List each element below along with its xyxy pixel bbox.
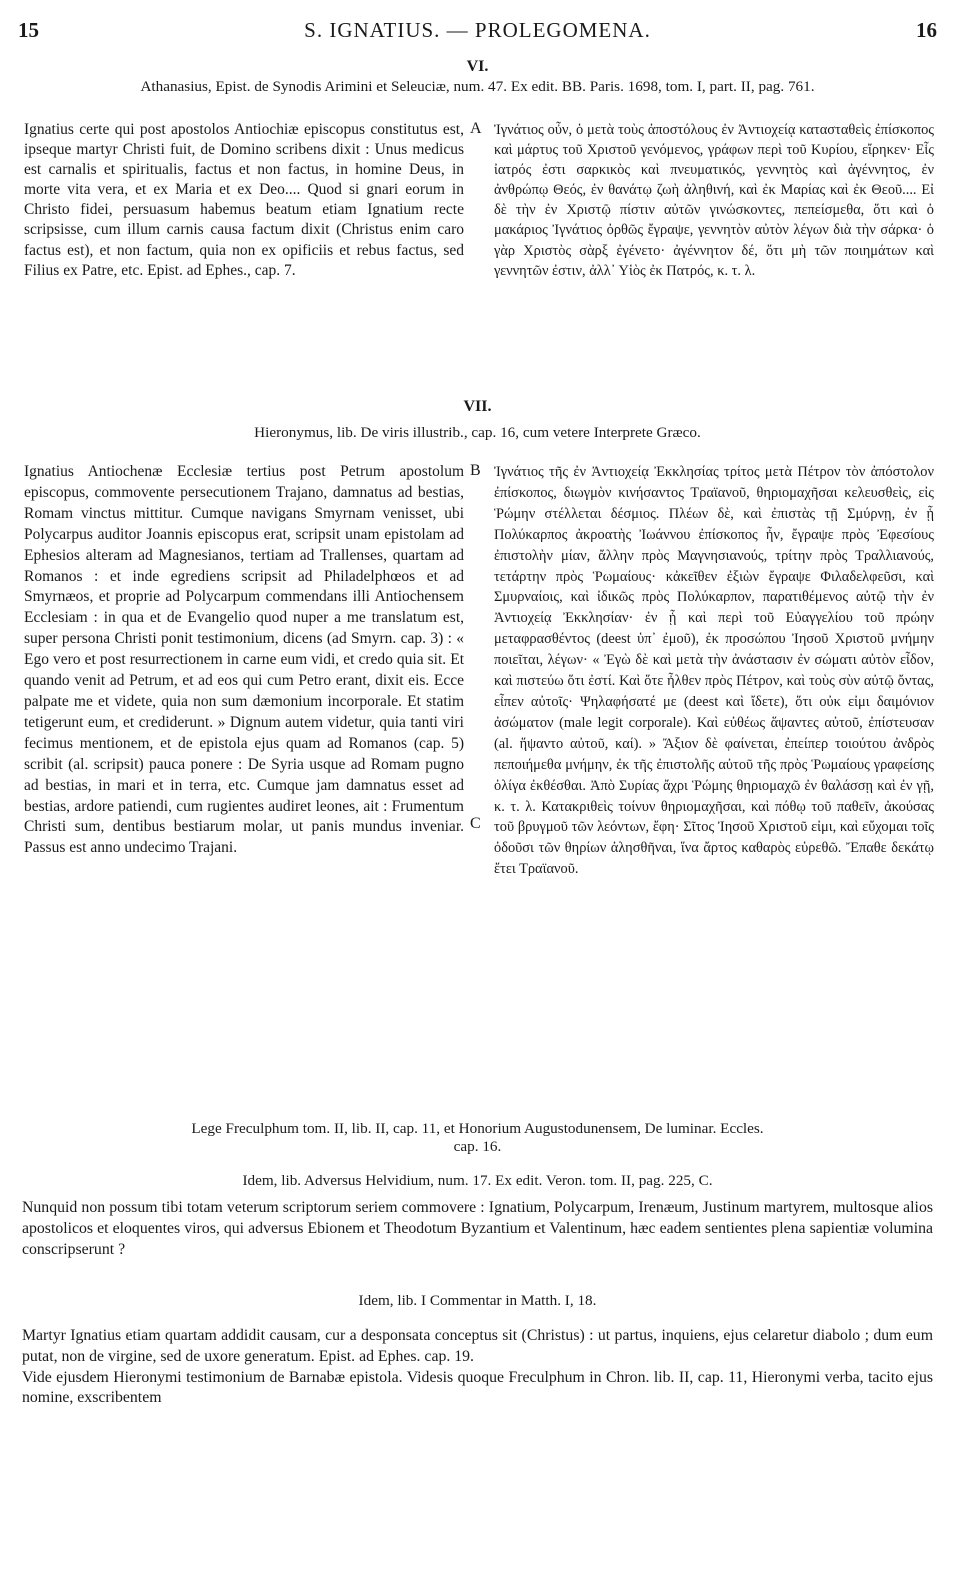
- section-vii-source: Hieronymus, lib. De viris illustrib., cap. 16, cum vetere Interprete Græco.: [254, 424, 701, 441]
- helvidium-paragraph: [22, 1198, 933, 1260]
- margin-marker-a: A: [470, 120, 482, 137]
- matth-paragraphs: [22, 1326, 933, 1409]
- page-number-left: 15: [18, 18, 39, 42]
- running-header: [18, 18, 937, 48]
- section-vi-numeral: VI.: [466, 58, 489, 75]
- section-vi-greek-text: Ἰγνάτιος οὖν, ὁ μετὰ τοὺς ἀποστόλους ἐν Ἀντιοχείᾳ κατασταθεὶς ἐπίσκοπος καὶ μάρτυς τοῦ Χριστοῦ γενόμενος, γράφων περὶ τοῦ Κυρίου, εἴρηκεν· Εἷς ἰατρός ἐστι σαρκικὸς καὶ πνευματικός, γεννητὸς καὶ ἀγέννητος, ἐν ἀνθρώπῳ Θεός, ἐν θανάτῳ ζωὴ ἀληθινή, καὶ ἐκ Μαρίας καὶ ἐκ Θεοῦ.... Εἰ δὲ τὴν ἐν Χριστῷ πίστιν αὐτῶν γινώσκοντες, πεπείσμεθα, ὅτι καὶ ὁ μακάριος Ἰγνάτιος ὀρθῶς ἔγραψε, γεννητὸν αὐτὸν λέγων διὰ τὴν σάρκα· ὁ γὰρ Χριστὸς σὰρξ ἐγένετο· ἀγέννητον δέ, ὅτι μὴ τῶν ποιημάτων καὶ γεννητῶν ἐστιν, ἀλλ᾽ Υἱὸς ἐκ Πατρός, κ. τ. λ.: [494, 122, 934, 279]
- section-vi-latin-text: Ignatius certe qui post apostolos Antiochiæ episcopus constitutus est, ipseque martyr Christi fuit, de Domino scribens dixit : Unus medicus est carnalis et spiritualis, factus et non factus, in homine Deus, in morte vita vera, et ex Maria et ex Deo.... Quod si gnari eorum in Christo fidei, persuasum habemus beatum etiam Ignatium recte scripsisse, cum illum carnis causa factum dixit (Christus enim caro factus est), et non factum, quia non ex opificiis et rebus factus, sed Filius ex Patre, etc. Epist. ad Ephes., cap. 7.: [24, 121, 464, 279]
- page-number-right: 16: [916, 18, 937, 42]
- section-vi-source: Athanasius, Epist. de Synodis Arimini et Seleuciæ, num. 47. Ex edit. BB. Paris. 1698, tom. I, part. II, pag. 761.: [140, 78, 815, 95]
- section-vii-numeral: VII.: [463, 398, 492, 415]
- matth-text-2: Vide ejusdem Hieronymi testimonium de Barnabæ epistola. Videsis quoque Freculphum in Chron. lib. II, cap. 11, Hieronymi verba, tacito ejus nomine, exscribentem: [22, 1368, 933, 1407]
- section-vii-latin: [24, 462, 464, 859]
- section-vi-greek: [494, 120, 934, 281]
- lege-reference: [22, 1120, 933, 1156]
- section-vii-greek: [494, 462, 934, 880]
- margin-marker-b: B: [470, 462, 481, 479]
- matth-source: Idem, lib. I Commentar in Matth. I, 18.: [358, 1292, 597, 1309]
- helvidium-text: Nunquid non possum tibi totam veterum scriptorum seriem commovere : Ignatium, Polycarpum, Irenæum, Justinum martyrem, multosque alios apostolicos et eloquentes viros, qui adversus Ebionem et Theodotum Byzantium et Valentinum, hæc eadem sentientes plena sapientiæ volumina conscripserunt ?: [22, 1199, 933, 1258]
- section-vii-latin-text: Ignatius Antiochenæ Ecclesiæ tertius post Petrum apostolum episcopus, commovente persecutionem Trajano, damnatus ad bestias, Romam vinctus mittitur. Cumque navigans Smyrnam venisset, ubi Polycarpus auditor Joannis episcopus erat, scripsit unam epistolam ad Ephesios alteram ad Magnesianos, tertiam ad Trallenses, quartam ad Romanos : et inde egrediens scripsit ad Philadelphœos et ad Smyrnæos, et proprie ad Polycarpum commendans illi Antiochensem Ecclesiam : in qua et de Evangelio quod nuper a me translatum est, super persona Christi ponit testimonium, dicens (ad Smyrn. cap. 3) : « Ego vero et post resurrectionem in carne eum vidi, et credo quia sit. Et quando venit ad Petrum, et ad eos qui cum Petro erant, dixit eis. Ecce palpate me et videte, quia non sum dæmonium incorporale. Et statim tetigerunt eum, et crediderunt. » Dignum autem videtur, quia tanti viri fecimus mentionem, et de epistola ejus quam ad Romanos (cap. 5) scribit (al. scripsit) pauca ponere : De Syria usque ad Romam pugno ad bestias, in mari et in terra, etc. Cumque jam damnatus esset ad bestias, ardore patiendi, cum rugientes audiret leones, ait : Frumentum Christi sum, dentibus bestiarum molar, ut panis mundus inveniar. Passus est anno undecimo Trajani.: [24, 463, 464, 857]
- matth-text-1: Martyr Ignatius etiam quartam addidit causam, cur a desponsata conceptus sit (Christus) : ut partus, inquiens, ejus celaretur diabolo ; dum eum putat, non de virgine, sed de uxore generatum. Epist. ad Ephes. cap. 19.: [22, 1327, 933, 1365]
- lege-line-1: Lege Freculphum tom. II, lib. II, cap. 11, et Honorium Augustodunensem, De luminar. Eccles.: [191, 1120, 764, 1137]
- lege-line-2: cap. 16.: [453, 1138, 502, 1155]
- section-vi-latin: [24, 120, 464, 281]
- section-vii-greek-text: Ἰγνάτιος τῆς ἐν Ἀντιοχείᾳ Ἐκκλησίας τρίτος μετὰ Πέτρον τὸν ἀπόστολον ἐπίσκοπος, διωγμὸν κινήσαντος Τραϊανοῦ, θηριομαχῆσαι κελευσθεὶς, εἰς Ῥώμην στέλλεται δέσμιος. Πλέων δὲ, καὶ ἐπιστὰς τῇ Σμύρνῃ, ἐν ᾗ Πολύκαρπος ἀκροατὴς Ἰωάννου ἐπίσκοπος ἦν, ἔγραψε πρὸς Ἐφεσίους ἐπιστολὴν μίαν, ἄλλην πρὸς Μαγνησιανούς, τρίτην πρὸς Τραλλιανούς, τετάρτην πρὸς Ῥωμαίους· κἀκεῖθεν ἐξιὼν ἔγραψε Φιλαδελφεῦσι, καὶ Σμυρναίοις, καὶ ἰδικῶς πρὸς Πολύκαρπον, παρατιθέμενος αὐτῷ τὴν ἐν Ἀντιοχείᾳ Ἐκκλησίαν· ἐν ᾗ καὶ περὶ τοῦ Εὐαγγελίου τοῦ πρώην μεταφρασθέντος (deest ὑπ᾽ ἐμοῦ), ἐκ προσώπου Ἰησοῦ Χριστοῦ μνήμην ποιεῖται, λέγων· « Ἐγὼ δὲ καὶ μετὰ τὴν ἀνάστασιν ἐν σώματι αὐτὸν εἶδον, καὶ πιστεύω ὅτι ἐστί. Καὶ ὅτε ἦλθεν πρὸς Πέτρον, καὶ τοὺς σὺν αὐτῷ ὄντας, εἶπεν αὐτοῖς· Ψηλαφήσατέ με (deest καὶ ἴδετε), ὅτι οὐκ εἰμι δαιμόνιον ἀσώματον (male legit corporale). Καὶ εὐθέως ἅψαντες αὐτοῦ, ἐπίστευσαν (al. ἥψαντο αὐτοῦ, καί). » Ἄξιον δὲ φαίνεται, ἐπείπερ τοιούτου ἀνδρὸς πεποιήμεθα μνήμην, ἐκ τῆς ἐπιστολῆς αὐτοῦ τῆς πρὸς Ῥωμαίους γραφείσης ὀλίγα ἐκθέσθαι. Ἀπὸ Συρίας ἄχρι Ῥώμης θηριομαχῶ ἐν θαλάσσῃ καὶ ἐν γῇ, κ. τ. λ. Κατακριθεὶς τοίνυν θηριομαχῆσαι, καὶ πόθῳ τοῦ παθεῖν, ἀκούσας τοῦ βρυγμοῦ τῶν λεόντων, ἔφη· Σῖτος Ἰησοῦ Χριστοῦ εἰμι, καὶ εὔχομαι τοῖς ὀδοῦσι τῶν θηρίων ἀλησθῆναι, ἵνα ἄρτος καθαρὸς εὑρεθῶ. Ἔπαθε δεκάτῳ ἔτει Τραϊανοῦ.: [494, 464, 934, 878]
- margin-marker-c: C: [470, 815, 481, 832]
- running-title: S. IGNATIUS. — PROLEGOMENA.: [304, 18, 651, 42]
- helvidium-source: Idem, lib. Adversus Helvidium, num. 17. Ex edit. Veron. tom. II, pag. 225, C.: [242, 1172, 713, 1189]
